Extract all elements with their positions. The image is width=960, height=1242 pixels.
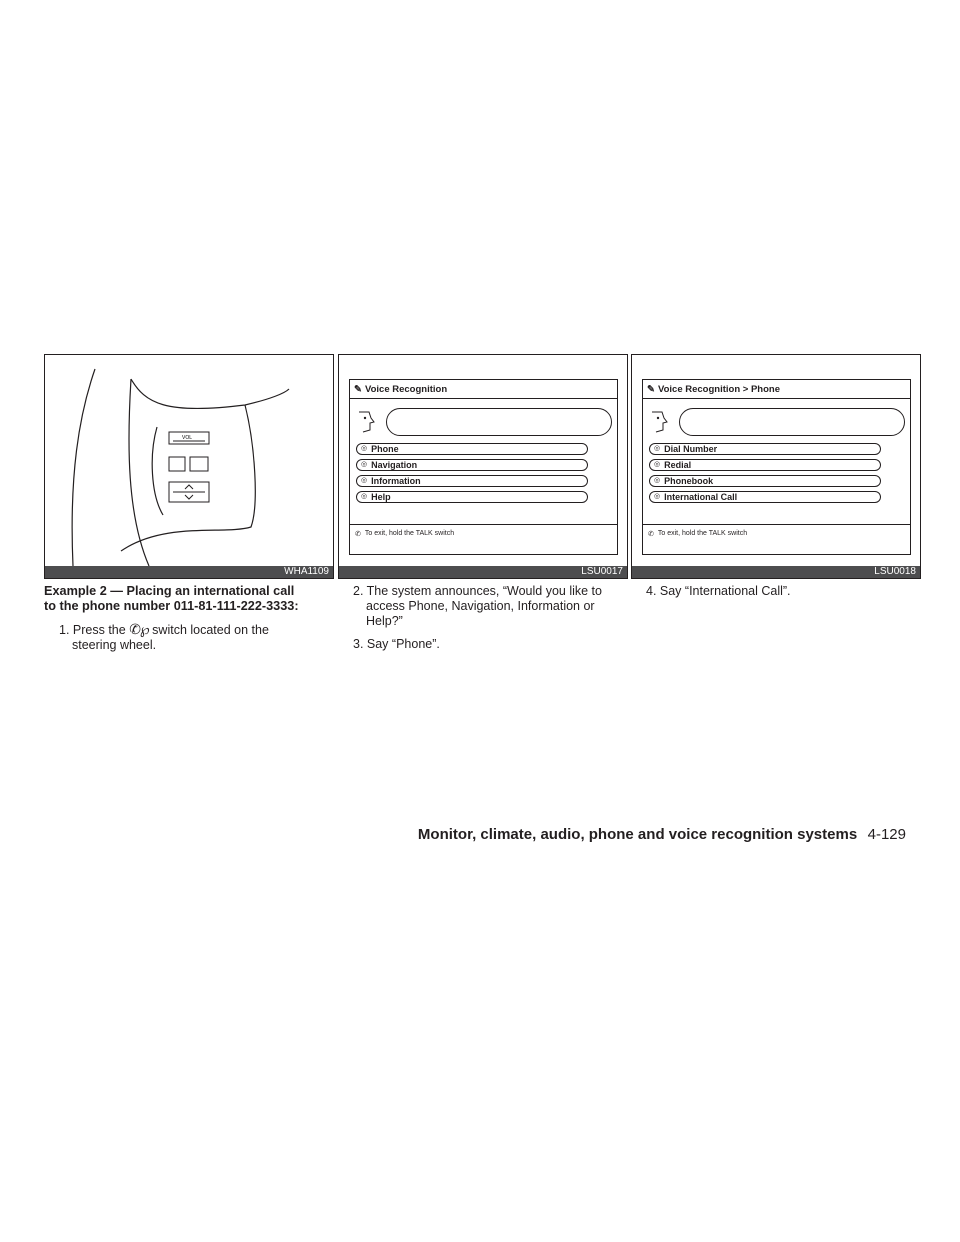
title-divider [350,398,617,399]
speech-bubble [679,408,905,436]
page-footer [0,826,906,844]
voice-recognition-icon: ✎ [647,384,655,395]
mic-icon: ◎ [361,445,368,452]
column-3-text [631,584,901,599]
screen-title [354,384,447,395]
talk-icon: ✆ [355,531,361,538]
step-4: 4. Say “International Call”. [646,584,791,598]
mic-icon: ◎ [361,477,368,484]
svg-text:VOL: VOL [182,435,193,441]
screen-footer: ✆ To exit, hold the TALK switch [648,530,748,538]
figure-code-strip [339,566,627,578]
mic-icon: ◎ [654,461,661,468]
speech-bubble [386,408,612,436]
display-screen [349,379,618,555]
screen-title-text: Voice Recognition [364,384,448,395]
mic-icon: ◎ [361,461,368,468]
option-dial-number[interactable]: ◎ Dial Number [649,443,881,455]
mic-icon: ◎ [361,493,368,500]
speaking-face-icon [355,410,377,434]
column-2-text [338,584,608,652]
option-help[interactable]: ◎ Help [356,491,588,503]
step-3: 3. Say “Phone”. [353,637,440,651]
title-divider [643,398,910,399]
step-1: 1. Press the ✆℘ switch located on the steering wheel. [59,621,269,652]
figure-code: LSU0017 [581,566,623,577]
footer-divider [350,524,617,525]
option-phone[interactable]: ◎ Phone [356,443,588,455]
talk-switch-icon: ✆℘ [129,621,149,637]
screen-title [647,384,780,395]
voice-recognition-icon: ✎ [354,384,362,395]
example-heading: Example 2 — Placing an international call to the phone number 011-81-111-222-3333: [44,584,299,613]
talk-icon: ✆ [648,531,654,538]
figure-steering-switch [44,354,334,579]
step-2: 2. The system announces, “Would you like to access Phone, Navigation, Information or Help?” [353,584,602,628]
figure-phone-screen [631,354,921,579]
page-number: 4-129 [867,826,906,843]
option-navigation[interactable]: ◎ Navigation [356,459,588,471]
mic-icon: ◎ [654,445,661,452]
display-screen [642,379,911,555]
figure-code: WHA1109 [284,566,329,577]
speaking-face-icon [648,410,670,434]
section-title: Monitor, climate, audio, phone and voice recognition systems [417,826,858,843]
screen-title-text: Voice Recognition > Phone [657,384,780,395]
figure-code: LSU0018 [874,566,916,577]
option-international-call[interactable]: ◎ International Call [649,491,881,503]
figure-code-strip [45,566,333,578]
footer-divider [643,524,910,525]
screen-footer: ✆ To exit, hold the TALK switch [355,530,455,538]
mic-icon: ◎ [654,493,661,500]
option-redial[interactable]: ◎ Redial [649,459,881,471]
mic-icon: ◎ [654,477,661,484]
column-1-text [44,584,306,653]
figure-voice-recognition-screen [338,354,628,579]
option-information[interactable]: ◎ Information [356,475,588,487]
figure-code-strip [632,566,920,578]
option-phonebook[interactable]: ◎ Phonebook [649,475,881,487]
steering-wheel-illustration [45,355,333,566]
